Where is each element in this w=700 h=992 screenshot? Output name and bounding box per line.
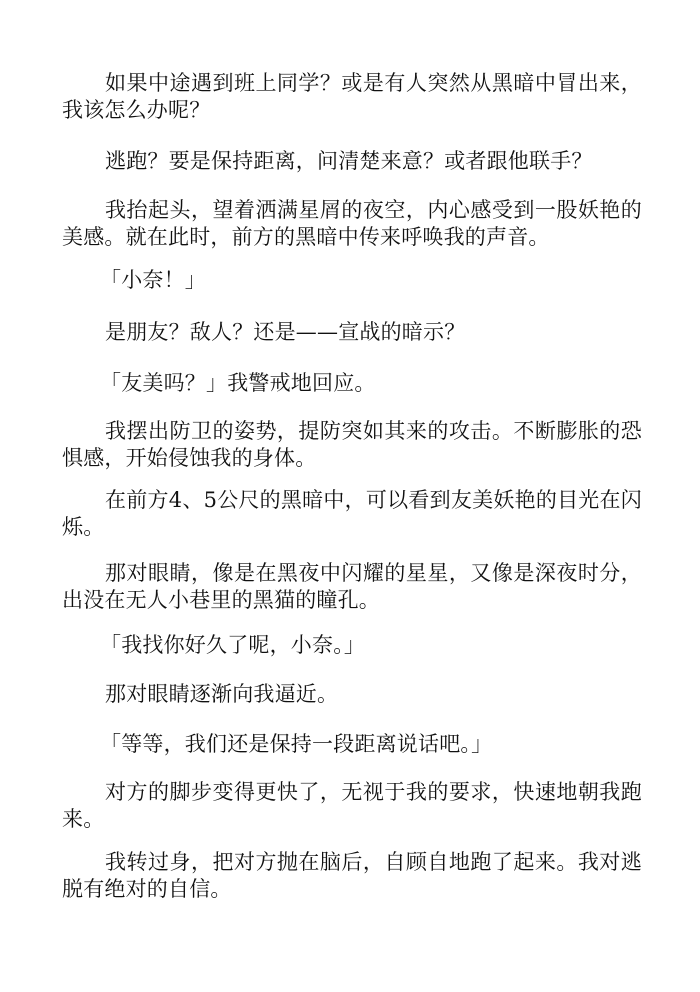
paragraph-9: 那对眼睛，像是在黑夜中闪耀的星星，又像是深夜时分，出没在无人小巷里的黑猫的瞳孔。 — [62, 561, 642, 612]
paragraph-3: 我抬起头，望着洒满星屑的夜空，内心感受到一股妖艳的美感。就在此时，前方的黑暗中传来呼唤我的声音。 — [62, 198, 642, 249]
paragraph-11: 那对眼睛逐渐向我逼近。 — [105, 682, 339, 706]
paragraph-14: 我转过身，把对方抛在脑后，自顾自地跑了起来。我对逃脱有绝对的自信。 — [62, 850, 642, 901]
paragraph-10: 「我找你好久了呢，小奈。」 — [100, 633, 366, 657]
paragraph-8: 在前方4、5公尺的黑暗中，可以看到友美妖艳的目光在闪烁。 — [62, 488, 642, 539]
paragraph-12: 「等等，我们还是保持一段距离说话吧。」 — [100, 732, 493, 756]
paragraph-5: 是朋友？敌人？还是——宣战的暗示？ — [105, 320, 466, 344]
paragraph-7: 我摆出防卫的姿势，提防突如其来的攻击。不断膨胀的恐惧感，开始侵蚀我的身体。 — [62, 419, 642, 470]
paragraph-2: 逃跑？要是保持距离，问清楚来意？或者跟他联手？ — [105, 149, 593, 173]
paragraph-1: 如果中途遇到班上同学？或是有人突然从黑暗中冒出来，我该怎么办呢？ — [62, 71, 642, 122]
paragraph-6: 「友美吗？」我警戒地回应。 — [100, 371, 376, 395]
paragraph-4: 「小奈！」 — [100, 268, 206, 292]
paragraph-13: 对方的脚步变得更快了，无视于我的要求，快速地朝我跑来。 — [62, 780, 642, 831]
